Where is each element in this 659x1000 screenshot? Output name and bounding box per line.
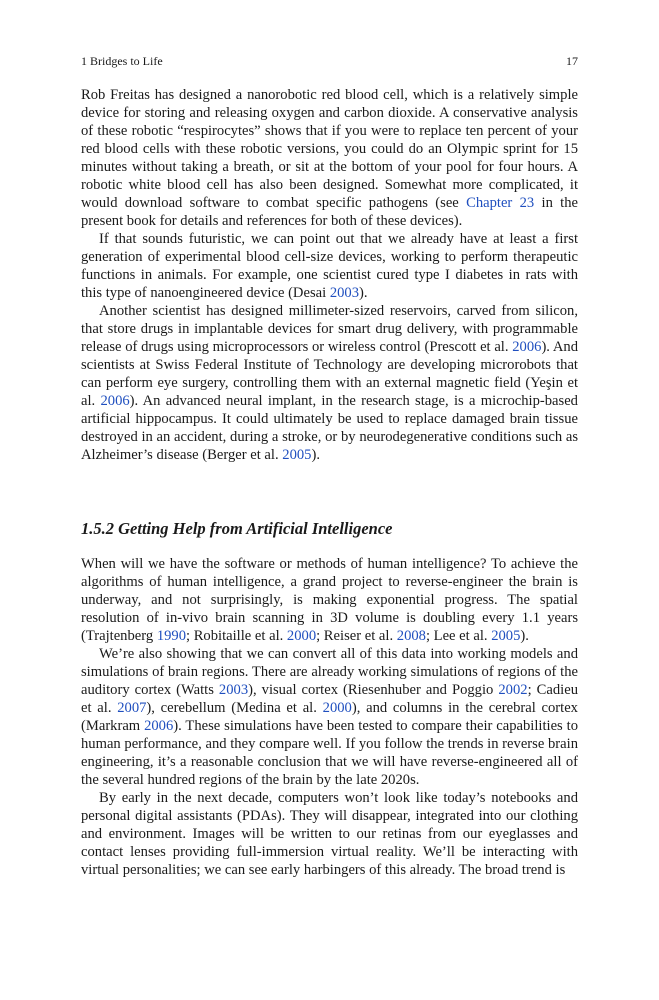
citation-link[interactable]: 2000 bbox=[322, 700, 352, 716]
chapter-link[interactable]: Chapter 23 bbox=[466, 195, 535, 211]
citation-link[interactable]: 2003 bbox=[329, 285, 359, 301]
citation-link[interactable]: 2005 bbox=[491, 628, 521, 644]
chapter-title: 1 Bridges to Life bbox=[81, 54, 163, 68]
citation-link[interactable]: 2005 bbox=[282, 447, 312, 463]
paragraph-drug-reservoirs: Another scientist has designed millimeter-sized reservoirs, carved from silicon, that store drugs in implantable devices for smart drug delivery, with programmable release of drugs using microprocessors or wireless control (Prescott et al. 2006). And scientists at Swiss Federal Institute of Technology are developing microrobots that can perform eye surgery, controlling them with an external magnetic field (Yeşin et al. 2006). An advanced neural implant, in the research stage, is a microchip-based artificial hippocampus. It could ultimately be used to replace damaged brain tissue destroyed in an accident, during a stroke, or by neurodegenerative conditions such as Alzheimer’s disease (Berger et al. 2005). bbox=[81, 303, 578, 463]
citation-link[interactable]: 2000 bbox=[286, 628, 317, 644]
paragraph-respirocytes: Rob Freitas has designed a nanorobotic red blood cell, which is a relatively simple device for storing and releasing oxygen and carbon dioxide. A conservative analysis of these robotic “respirocytes” shows that if you were to replace ten percent of your red blood cells with these robotic versions, you could do an Olympic sprint for 15 minutes without taking a breath, or sit at the bottom of your pool for four hours. A robotic white blood cell has also been designed. Somewhat more complicated, it would download software to combat specific pathogens (see Chapter 23 in the present book for details and references for both of these devices). bbox=[81, 87, 578, 229]
page-body bbox=[81, 86, 578, 879]
paragraph-future-computers: By early in the next decade, computers won’t look like today’s notebooks and personal digital assistants (PDAs). They will disappear, integrated into our clothing and environment. Images will be written to our retinas from our eyeglasses and contact lenses providing full-immersion virtual reality. We’ll be interacting with virtual personalities; we can see early harbingers of this already. The broad trend is bbox=[81, 790, 578, 878]
paragraph-brain-simulations: We’re also showing that we can convert all of this data into working models and simulations of brain regions. There are already working simulations of regions of the auditory cortex (Watts 2003), visual cortex (Riesenhuber and Poggio 2002; Cadieu et al. 2007), cerebellum (Medina et al. 2000), and columns in the cerebral cortex (Markram 2006). These simulations have been tested to compare their capabilities to human performance, and they compare well. If you follow the trends in reverse brain engineering, it’s a reasonable conclusion that we will have reverse-engineered all of the several hundred regions of the brain by the late 2020s. bbox=[81, 646, 578, 788]
citation-link[interactable]: 2008 bbox=[396, 628, 426, 644]
citation-link[interactable]: 2006 bbox=[100, 393, 130, 409]
paragraph-blood-cell-devices: If that sounds futuristic, we can point out that we already have at least a first generation of experimental blood cell-size devices, working to perform therapeutic functions in animals. For example, one scientist cured type I diabetes in rats with this type of nanoengineered device (Desai 2003). bbox=[81, 231, 578, 301]
running-header bbox=[81, 53, 578, 69]
citation-link[interactable]: 1990 bbox=[156, 628, 186, 644]
citation-link[interactable]: 2002 bbox=[498, 682, 528, 698]
paragraph-human-intelligence: When will we have the software or methods of human intelligence? To achieve the algorithms of human intelligence, a grand project to reverse-engineer the brain is underway, and not surprisingly, is making exponential progress. The spatial resolution of in-vivo brain scanning in 3D volume is doubling every 1.1 years (Trajtenberg 1990; Robitaille et al. 2000; Reiser et al. 2008; Lee et al. 2005). bbox=[81, 556, 578, 644]
citation-link[interactable]: 2006 bbox=[144, 718, 174, 734]
citation-link[interactable]: 2003 bbox=[218, 682, 249, 698]
citation-link[interactable]: 2006 bbox=[512, 339, 542, 355]
section-heading: 1.5.2 Getting Help from Artificial Intelligence bbox=[81, 519, 393, 538]
page-number: 17 bbox=[566, 54, 578, 68]
citation-link[interactable]: 2007 bbox=[117, 700, 147, 716]
